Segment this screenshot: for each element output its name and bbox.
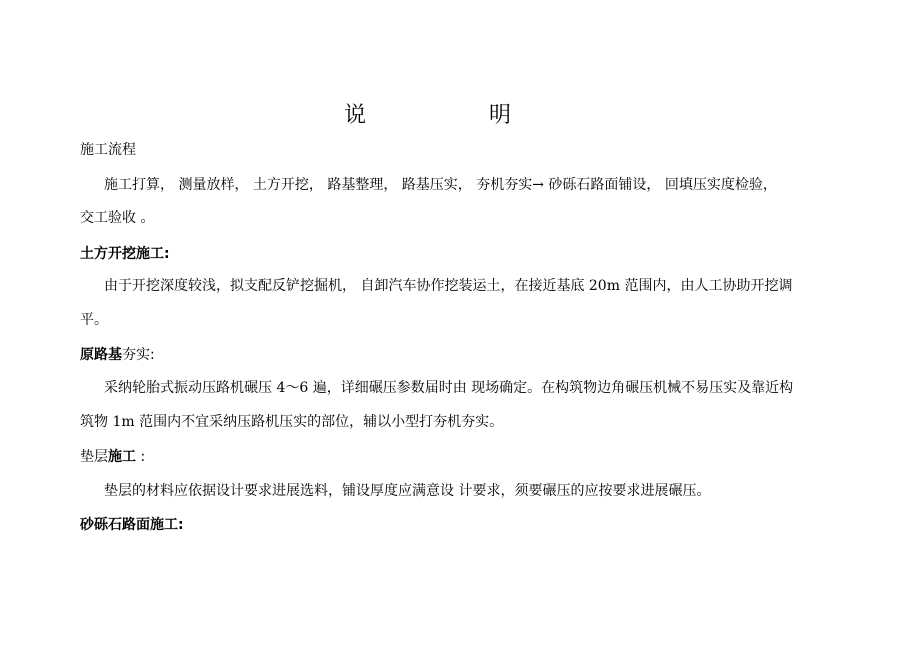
section-heading-gravel: 砂砾石路面施工: <box>80 517 184 533</box>
section-heading-excavation: 土方开挖施工: <box>80 246 170 262</box>
cushion-heading-plain: 垫层 <box>80 449 108 465</box>
excavation-text-line-2: 平。 <box>80 312 108 328</box>
subgrade-heading-rest: 夯实: <box>122 347 155 363</box>
title-char-1: 说 <box>344 103 367 128</box>
section-heading-cushion <box>80 447 145 467</box>
process-text-line-2: 交工验收 。 <box>80 210 155 226</box>
section-heading-process: 施工流程 <box>80 142 136 158</box>
section-heading-subgrade <box>80 345 155 365</box>
subgrade-text-line-2: 筑物 1m 范围内不宜采纳压路机压实的部位，辅以小型打夯机夯实。 <box>80 414 504 430</box>
subgrade-text-line-1: 采纳轮胎式振动压路机碾压 4～6 遍，详细碾压参数届时由 现场确定。在构筑物边角碾压机械不易压实及靠近构 <box>104 380 794 396</box>
process-text-line-1: 施工打算， 测量放样， 土方开挖， 路基整理， 路基压实， 夯机夯实→ 砂砾石路面铺设， 回填压实度检验， <box>104 177 777 193</box>
cushion-heading-bold: 施工 <box>108 449 136 465</box>
excavation-text-line-1: 由于开挖深度较浅，拟支配反铲挖掘机， 自卸汽车协作挖装运土，在接近基底 20m 范围内，由人工协助开挖调 <box>104 278 793 294</box>
cushion-heading-rest: : <box>136 449 146 465</box>
subgrade-heading-bold: 原路基 <box>80 347 122 363</box>
page-title <box>0 100 920 132</box>
cushion-text-line-1: 垫层的材料应依据设计要求进展选料，铺设厚度应满意设 计要求，须要碾压的应按要求进展碾压。 <box>104 483 711 499</box>
title-char-2: 明 <box>489 103 512 128</box>
